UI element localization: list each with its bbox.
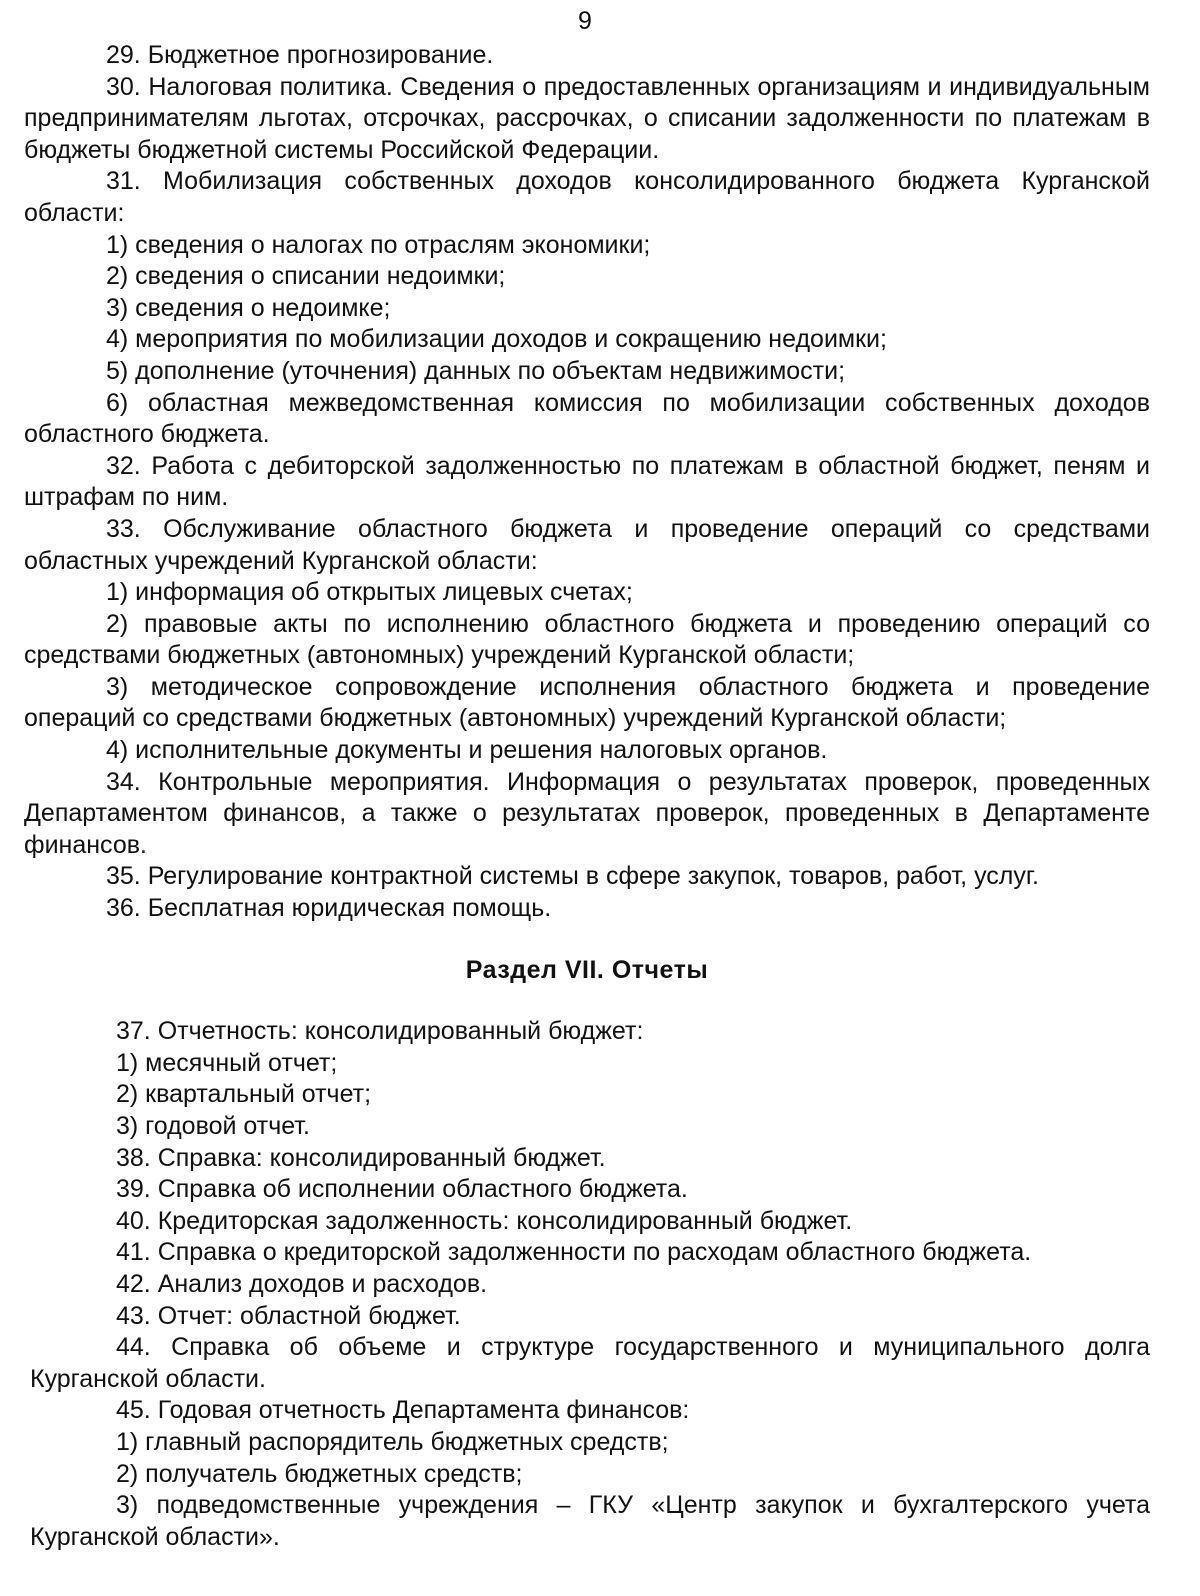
list-item: 35. Регулирование контрактной системы в сфере закупок, товаров, работ, услуг. — [106, 862, 1039, 891]
list-item: 43. Отчет: областной бюджет. — [116, 1301, 461, 1330]
section-6-list — [24, 40, 1150, 925]
document-body — [24, 40, 1150, 1553]
list-subitem: 4) мероприятия по мобилизации доходов и сокращению недоимки; — [106, 325, 887, 354]
list-item: 32. Работа с дебиторской задолженностью по платежам в областной бюджет, пеням и штрафам по ним. — [24, 451, 1150, 512]
section-7-list — [30, 1016, 1150, 1553]
list-subitem: 1) сведения о налогах по отраслям экономики; — [106, 230, 651, 259]
list-item: 33. Обслуживание областного бюджета и проведение операций со средствами областных учреждений Курганской области: — [24, 514, 1150, 575]
list-item: 39. Справка об исполнении областного бюджета. — [116, 1175, 688, 1204]
page-number: 9 — [578, 7, 592, 35]
section-heading: Раздел VII. Отчеты — [465, 955, 709, 984]
list-subitem: 2) сведения о списании недоимки; — [106, 262, 506, 291]
list-item: 44. Справка об объеме и структуре государственного и муниципального долга Курганской области. — [30, 1333, 1150, 1393]
list-item: 36. Бесплатная юридическая помощь. — [106, 894, 552, 923]
list-item: 29. Бюджетное прогнозирование. — [106, 41, 494, 69]
list-subitem: 2) правовые акты по исполнению областного бюджета и проведению операций со средствами бюджетных (автономных) учреждений Курганской области; — [24, 609, 1150, 670]
list-item: 30. Налоговая политика. Сведения о предоставленных организациям и индивидуальным предпринимателям льготах, отсрочках, рассрочках, о списании задолженности по платежам в бюджеты бюджетной системы Российской Федерации. — [24, 72, 1150, 164]
list-subitem: 3) подведомственные учреждения – ГКУ «Центр закупок и бухгалтерского учета Курганской области». — [30, 1491, 1150, 1551]
list-subitem: 3) годовой отчет. — [116, 1112, 310, 1140]
list-item: 41. Справка о кредиторской задолженности по расходам областного бюджета. — [116, 1238, 1032, 1267]
list-subitem: 3) методическое сопровождение исполнения областного бюджета и проведение операций со средствами бюджетных (автономных) учреждений Курганской области; — [24, 672, 1150, 733]
list-subitem: 2) получатель бюджетных средств; — [116, 1459, 523, 1488]
list-subitem: 5) дополнение (уточнения) данных по объектам недвижимости; — [106, 356, 846, 385]
list-item: 45. Годовая отчетность Департамента финансов: — [116, 1396, 690, 1425]
list-item: 34. Контрольные мероприятия. Информация о результатах проверок, проведенных Департаментом финансов, а также о результатах проверок, проведенных в Департаменте финансов. — [24, 767, 1150, 859]
list-item: 42. Анализ доходов и расходов. — [116, 1269, 488, 1298]
list-subitem: 3) сведения о недоимке; — [106, 293, 391, 322]
list-subitem: 1) месячный отчет; — [116, 1048, 338, 1077]
list-item: 40. Кредиторская задолженность: консолидированный бюджет. — [116, 1206, 853, 1235]
list-item: 31. Мобилизация собственных доходов консолидированного бюджета Курганской области: — [24, 167, 1150, 227]
list-subitem: 1) главный распорядитель бюджетных средств; — [116, 1427, 669, 1456]
list-item: 38. Справка: консолидированный бюджет. — [116, 1143, 606, 1172]
list-subitem: 6) областная межведомственная комиссия по мобилизации собственных доходов областного бюджета. — [24, 388, 1150, 449]
list-subitem: 2) квартальный отчет; — [116, 1080, 372, 1109]
list-subitem: 4) исполнительные документы и решения налоговых органов. — [106, 736, 828, 765]
list-subitem: 1) информация об открытых лицевых счетах; — [106, 578, 633, 607]
list-item: 37. Отчетность: консолидированный бюджет: — [116, 1017, 644, 1046]
